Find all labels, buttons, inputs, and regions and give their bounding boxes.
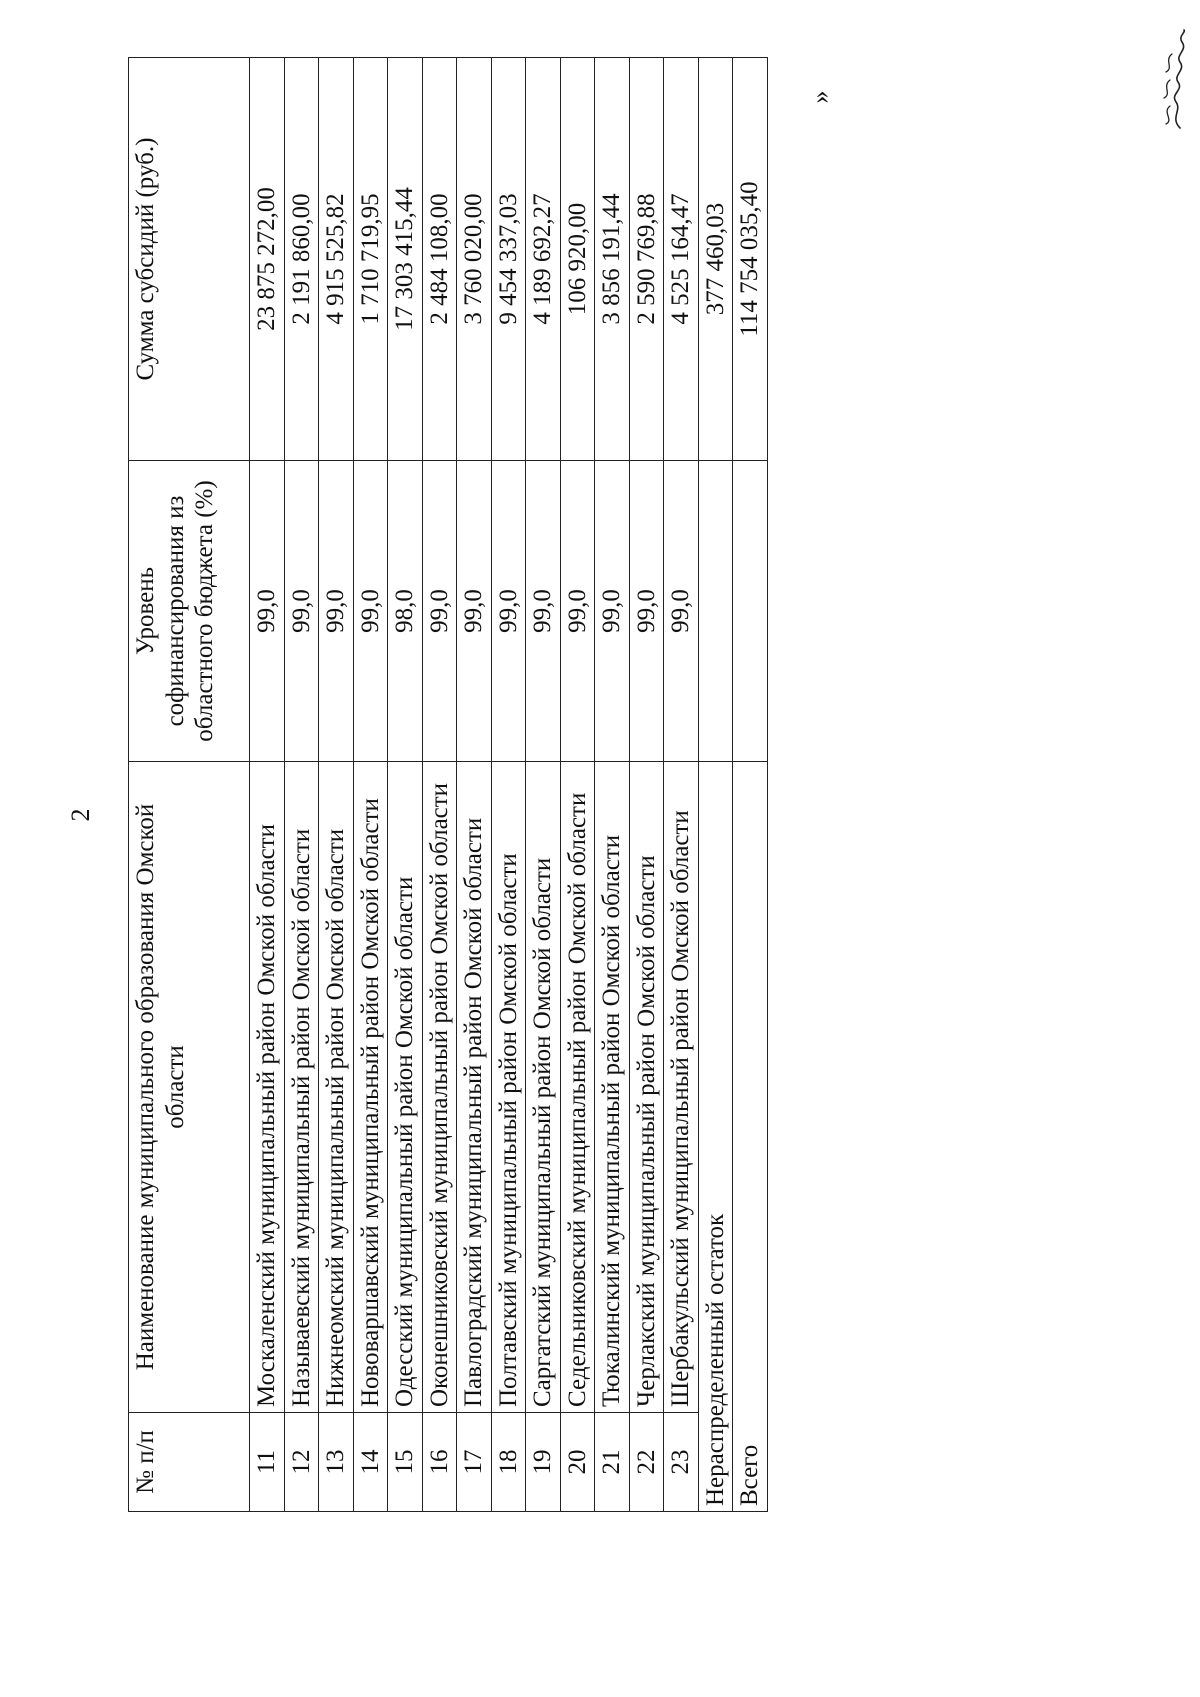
row-num: 16: [422, 1413, 457, 1512]
unallocated-sum: 377 460,03: [698, 58, 733, 461]
table-row: [491, 58, 526, 1512]
row-level: 99,0: [664, 461, 699, 762]
row-sum: 2 484 108,00: [422, 58, 457, 461]
table-row: [422, 58, 457, 1512]
table-row: [388, 58, 423, 1512]
row-name: Полтавский муниципальный район Омской области: [491, 762, 526, 1413]
header-level: Уровень софинансирования из областного бюджета (%): [129, 461, 250, 762]
row-name: Черлакский муниципальный район Омской области: [629, 762, 664, 1413]
total-row: [733, 58, 768, 1512]
row-sum: 4 525 164,47: [664, 58, 699, 461]
row-num: 11: [250, 1413, 285, 1512]
row-num: 17: [457, 1413, 492, 1512]
row-name: Называевский муниципальный район Омской области: [284, 762, 319, 1413]
row-num: 22: [629, 1413, 664, 1512]
row-sum: 17 303 415,44: [388, 58, 423, 461]
row-num: 18: [491, 1413, 526, 1512]
table-row: [457, 58, 492, 1512]
row-sum: 2 191 860,00: [284, 58, 319, 461]
rotated-table-container: [128, 102, 833, 1512]
row-sum: 4 915 525,82: [319, 58, 354, 461]
table-row: [353, 58, 388, 1512]
table-row: [560, 58, 595, 1512]
row-sum: 3 760 020,00: [457, 58, 492, 461]
subsidy-table: [128, 57, 768, 1512]
row-level: 99,0: [629, 461, 664, 762]
total-level: [733, 461, 768, 762]
row-sum: 4 189 692,27: [526, 58, 561, 461]
table-row: [284, 58, 319, 1512]
total-sum: 114 754 035,40: [733, 58, 768, 461]
row-level: 99,0: [319, 461, 354, 762]
row-sum: 106 920,00: [560, 58, 595, 461]
unallocated-label: Нераспределенный остаток: [698, 762, 733, 1512]
row-sum: 1 710 719,95: [353, 58, 388, 461]
row-num: 23: [664, 1413, 699, 1512]
row-level: 99,0: [284, 461, 319, 762]
row-num: 21: [595, 1413, 630, 1512]
row-level: 99,0: [250, 461, 285, 762]
row-num: 13: [319, 1413, 354, 1512]
unallocated-level: [698, 461, 733, 762]
handwritten-signature: [1140, 28, 1200, 138]
row-name: Шербакульский муниципальный район Омской области: [664, 762, 699, 1413]
header-sum: Сумма субсидий (руб.): [129, 58, 250, 461]
row-sum: 3 856 191,44: [595, 58, 630, 461]
row-name: Москаленский муниципальный район Омской области: [250, 762, 285, 1413]
row-sum: 9 454 337,03: [491, 58, 526, 461]
row-level: 98,0: [388, 461, 423, 762]
table-header-row: [129, 58, 250, 1512]
row-level: 99,0: [353, 461, 388, 762]
table-row: [629, 58, 664, 1512]
total-label: Всего: [733, 762, 768, 1512]
row-name: Одесский муниципальный район Омской области: [388, 762, 423, 1413]
row-level: 99,0: [560, 461, 595, 762]
table-row: [664, 58, 699, 1512]
row-level: 99,0: [422, 461, 457, 762]
row-level: 99,0: [526, 461, 561, 762]
table-row: [319, 58, 354, 1512]
row-level: 99,0: [457, 461, 492, 762]
row-level: 99,0: [595, 461, 630, 762]
row-name: Нижнеомский муниципальный район Омской области: [319, 762, 354, 1413]
page-number: 2: [66, 808, 95, 822]
row-name: Оконешниковский муниципальный район Омской области: [422, 762, 457, 1413]
closing-quote-mark: »: [805, 90, 835, 104]
row-level: 99,0: [491, 461, 526, 762]
row-name: Нововаршавский муниципальный район Омской области: [353, 762, 388, 1413]
unallocated-row: [698, 58, 733, 1512]
row-name: Павлоградский муниципальный район Омской области: [457, 762, 492, 1413]
row-num: 14: [353, 1413, 388, 1512]
table-row: [595, 58, 630, 1512]
table-row: [250, 58, 285, 1512]
row-name: Седельниковский муниципальный район Омской области: [560, 762, 595, 1413]
row-num: 20: [560, 1413, 595, 1512]
header-num: № п/п: [129, 1413, 250, 1512]
row-sum: 2 590 769,88: [629, 58, 664, 461]
row-num: 19: [526, 1413, 561, 1512]
header-name: Наименование муниципального образования Омской области: [129, 762, 250, 1413]
row-sum: 23 875 272,00: [250, 58, 285, 461]
table-row: [526, 58, 561, 1512]
row-num: 15: [388, 1413, 423, 1512]
row-name: Саргатский муниципальный район Омской области: [526, 762, 561, 1413]
row-num: 12: [284, 1413, 319, 1512]
row-name: Тюкалинский муниципальный район Омской области: [595, 762, 630, 1413]
